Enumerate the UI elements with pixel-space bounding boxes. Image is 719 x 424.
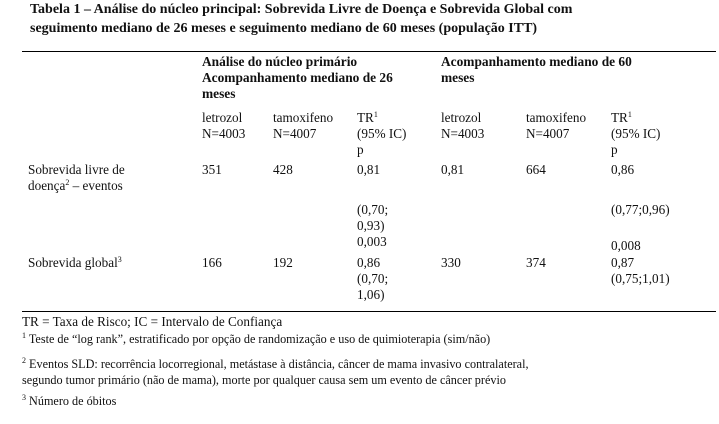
- cell-sld-p60: 0,008: [611, 238, 641, 253]
- col-tamoxifeno-60: tamoxifeno N=4007: [526, 110, 587, 141]
- cell-sg-let60: 330: [441, 255, 461, 270]
- col-letrozol-26: letrozol N=4003: [202, 110, 246, 141]
- footnote-3: $^3$ Número de óbitos: [22, 393, 117, 408]
- group-header-26-months: Análise do núcleo primário Acompanhamento mediano de 26 meses: [202, 54, 393, 101]
- cell-sld-tr26: 0,81: [357, 162, 381, 177]
- cell-sld-let60: 0,81: [441, 162, 465, 177]
- footnote-1: $^1$ Teste de “log rank”, estratificado por opção de randomização e uso de quimioterapia (sim/não): [22, 331, 491, 346]
- table-title-line2: seguimento mediano de 26 meses e seguimento mediano de 60 meses (população ITT): [30, 21, 538, 36]
- bottom-rule: [22, 311, 716, 312]
- top-rule: [22, 51, 716, 52]
- cell-sld-ci26: (0,70; 0,93) 0,003: [357, 202, 389, 249]
- cell-sld-ci60: (0,77;0,96): [611, 202, 670, 217]
- cell-sg-tam26: 192: [273, 255, 293, 270]
- col-tamoxifeno-26: tamoxifeno N=4007: [273, 110, 334, 141]
- footnote-2: $^2$ Eventos SLD: recorrência locorregional, metástase à distância, câncer de mama invasivo contralateral, segundo tumor primário (não de mama), morte por qualquer causa sem um evento de câncer prévio: [22, 356, 529, 387]
- col-letrozol-60: letrozol N=4003: [441, 110, 485, 141]
- col-tr-26: $TR^1$ (95% IC) p: [357, 110, 407, 157]
- cell-sg-tr60: 0,87 (0,75;1,01): [611, 255, 670, 286]
- cell-sld-let26: 351: [202, 162, 222, 177]
- cell-sld-tam26: 428: [273, 162, 293, 177]
- cell-sg-tr26: 0,86 (0,70; 1,06): [357, 255, 389, 302]
- table-title-line1: Tabela 1 – Análise do núcleo principal: Sobrevida Livre de Doença e Sobrevida Global com: [30, 2, 573, 17]
- row-label-sld: Sobrevida livre de doença$^2$ – eventos: [28, 162, 125, 193]
- footnote-abbreviations: TR = Taxa de Risco; IC = Intervalo de Confiança: [22, 314, 283, 329]
- col-tr-60: $TR^1$ (95% IC) p: [611, 110, 661, 157]
- cell-sld-tr60: 0,86: [611, 162, 635, 177]
- group-header-60-months: Acompanhamento mediano de 60 meses: [441, 54, 632, 85]
- cell-sg-let26: 166: [202, 255, 222, 270]
- cell-sg-tam60: 374: [526, 255, 546, 270]
- table-title: [30, 0, 572, 38]
- row-label-sg: Sobrevida global$^3$: [28, 255, 122, 270]
- cell-sld-tam60: 664: [526, 162, 546, 177]
